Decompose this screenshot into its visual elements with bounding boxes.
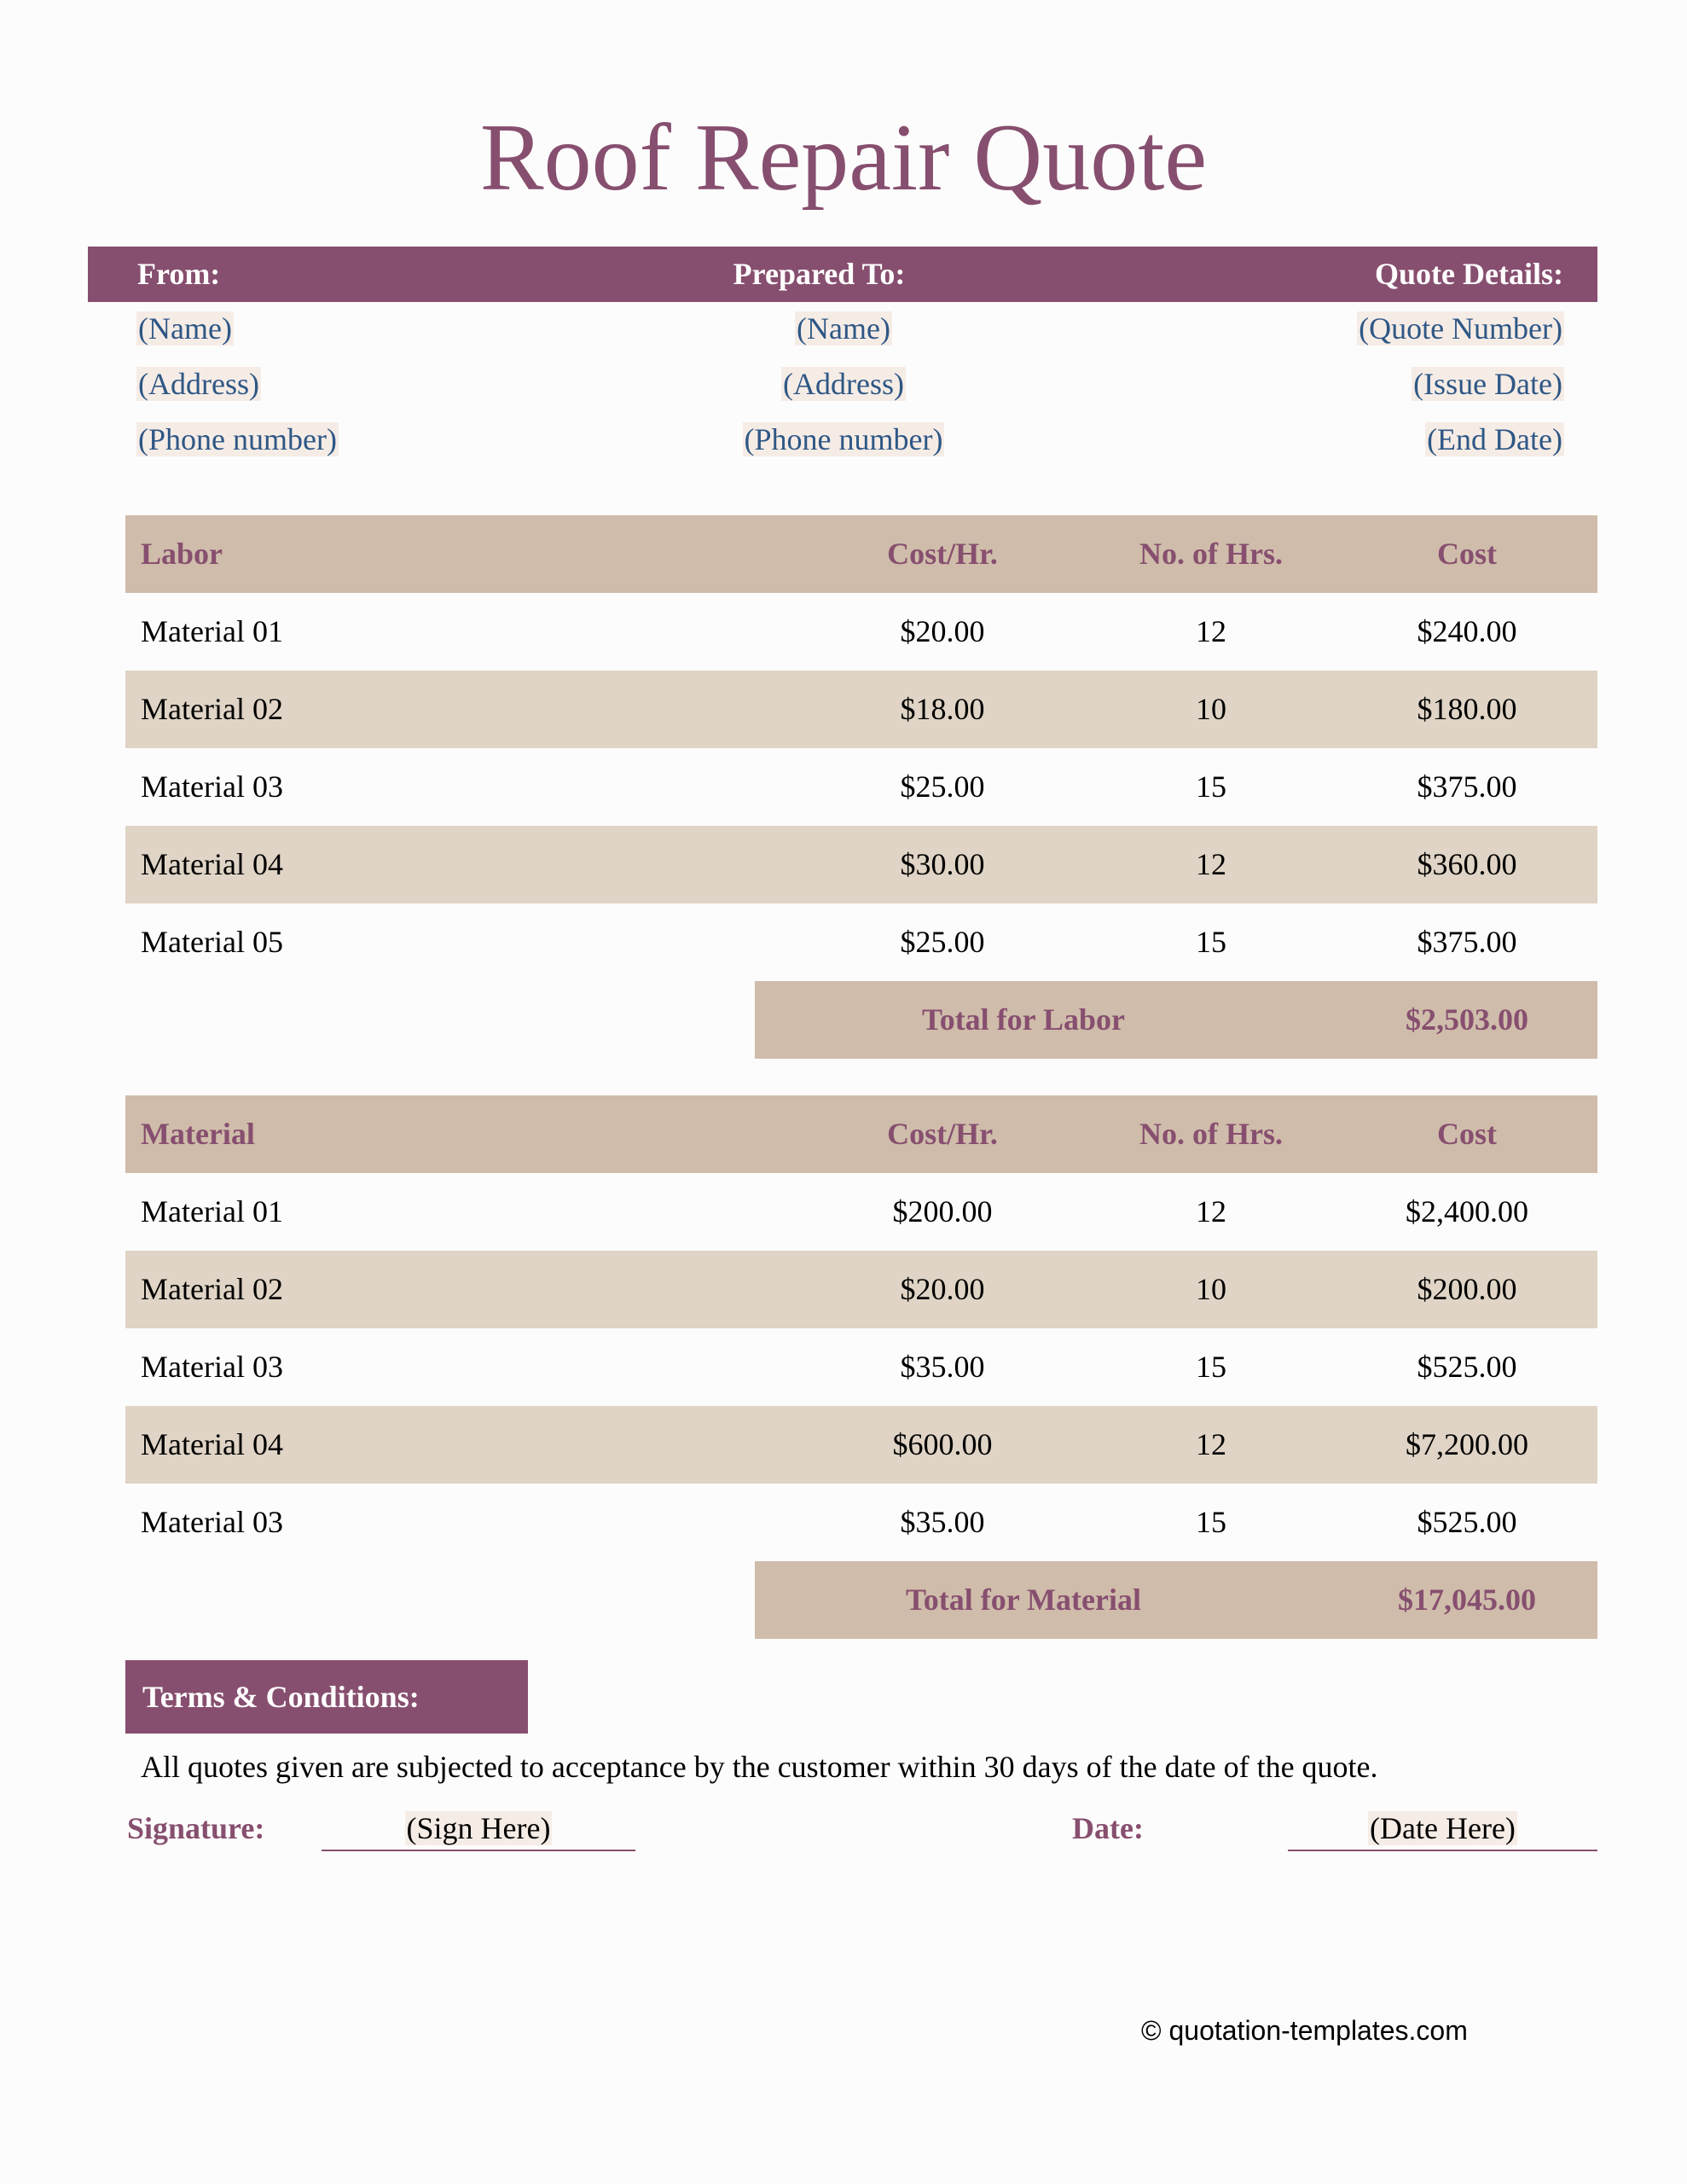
cell-cost: $525.00 [1417, 1505, 1517, 1539]
cell-rate: $18.00 [900, 692, 985, 726]
cell-hours: 12 [1196, 1427, 1226, 1461]
cell-item: Material 01 [141, 1194, 283, 1228]
table-row [125, 1406, 1597, 1484]
table-row [125, 593, 1597, 671]
to-name[interactable]: (Name) [797, 311, 890, 346]
cell-item: Material 02 [141, 692, 283, 726]
cell-cost: $525.00 [1417, 1350, 1517, 1384]
cell-item: Material 05 [141, 925, 283, 959]
from-address[interactable]: (Address) [138, 367, 259, 401]
labor-header-row [125, 515, 1597, 593]
cell-hours: 15 [1196, 1350, 1226, 1384]
cell-rate: $35.00 [900, 1505, 985, 1539]
header-bar [88, 247, 1597, 302]
table-row [125, 671, 1597, 748]
end-date[interactable]: (End Date) [1427, 422, 1562, 456]
from-heading: From: [137, 257, 221, 291]
terms-heading [125, 1660, 528, 1734]
labor-col-cost: Cost [1437, 537, 1497, 571]
cell-item: Material 01 [141, 614, 283, 648]
cell-cost: $2,400.00 [1406, 1194, 1528, 1228]
cell-item: Material 03 [141, 1505, 283, 1539]
quote-details-heading: Quote Details: [1375, 257, 1563, 291]
cell-hours: 10 [1196, 1272, 1226, 1306]
cell-hours: 12 [1196, 847, 1226, 881]
table-row [125, 748, 1597, 826]
signature-field[interactable]: (Sign Here) [322, 1807, 635, 1851]
table-row [125, 1251, 1597, 1328]
material-total-value: $17,045.00 [1398, 1583, 1536, 1617]
cell-cost: $7,200.00 [1406, 1427, 1528, 1461]
material-col-rate: Cost/Hr. [887, 1117, 998, 1151]
labor-total-value: $2,503.00 [1406, 1002, 1528, 1037]
cell-rate: $600.00 [892, 1427, 993, 1461]
cell-rate: $25.00 [900, 925, 985, 959]
cell-cost: $375.00 [1417, 770, 1517, 804]
footer-credit: © quotation-templates.com [1141, 2015, 1468, 2046]
labor-col-hours: No. of Hrs. [1139, 537, 1283, 571]
cell-rate: $20.00 [900, 614, 985, 648]
cell-rate: $200.00 [892, 1194, 993, 1228]
cell-hours: 12 [1196, 614, 1226, 648]
signature-label: Signature: [127, 1811, 265, 1845]
cell-item: Material 04 [141, 847, 283, 881]
cell-cost: $360.00 [1417, 847, 1517, 881]
cell-rate: $20.00 [900, 1272, 985, 1306]
labor-total-label: Total for Labor [921, 1002, 1126, 1037]
labor-col-name: Labor [141, 537, 223, 571]
page-title: Roof Repair Quote [479, 105, 1208, 211]
cell-rate: $35.00 [900, 1350, 985, 1384]
table-row [125, 1173, 1597, 1251]
labor-col-rate: Cost/Hr. [887, 537, 998, 571]
material-col-name: Material [141, 1117, 255, 1151]
cell-item: Material 02 [141, 1272, 283, 1306]
to-phone[interactable]: (Phone number) [744, 422, 943, 456]
labor-total-row [755, 981, 1597, 1059]
table-row [125, 826, 1597, 903]
table-row [125, 903, 1597, 981]
terms-heading-label: Terms & Conditions: [142, 1680, 420, 1714]
material-header-row [125, 1095, 1597, 1173]
material-col-hours: No. of Hrs. [1139, 1117, 1283, 1151]
cell-item: Material 03 [141, 770, 283, 804]
to-address[interactable]: (Address) [783, 367, 904, 401]
cell-cost: $180.00 [1417, 692, 1517, 726]
cell-cost: $200.00 [1417, 1272, 1517, 1306]
prepared-to-heading: Prepared To: [733, 257, 906, 291]
cell-item: Material 04 [141, 1427, 283, 1461]
cell-cost: $375.00 [1417, 925, 1517, 959]
cell-hours: 15 [1196, 925, 1226, 959]
from-name[interactable]: (Name) [138, 311, 232, 346]
terms-text: All quotes given are subjected to acceptance by the customer within 30 days of the date of the quote. [141, 1750, 1378, 1784]
cell-rate: $25.00 [900, 770, 985, 804]
date-field[interactable]: (Date Here) [1288, 1807, 1597, 1851]
material-total-row [755, 1561, 1597, 1639]
cell-item: Material 03 [141, 1350, 283, 1384]
cell-rate: $30.00 [900, 847, 985, 881]
cell-hours: 15 [1196, 1505, 1226, 1539]
cell-hours: 15 [1196, 770, 1226, 804]
table-row [125, 1484, 1597, 1561]
from-phone[interactable]: (Phone number) [138, 422, 337, 456]
issue-date[interactable]: (Issue Date) [1413, 367, 1562, 401]
cell-hours: 12 [1196, 1194, 1226, 1228]
cell-hours: 10 [1196, 692, 1226, 726]
table-row [125, 1328, 1597, 1406]
date-label: Date: [1072, 1811, 1144, 1845]
material-col-cost: Cost [1437, 1117, 1497, 1151]
material-total-label: Total for Material [906, 1583, 1141, 1617]
cell-cost: $240.00 [1417, 614, 1517, 648]
quote-number[interactable]: (Quote Number) [1359, 311, 1562, 346]
